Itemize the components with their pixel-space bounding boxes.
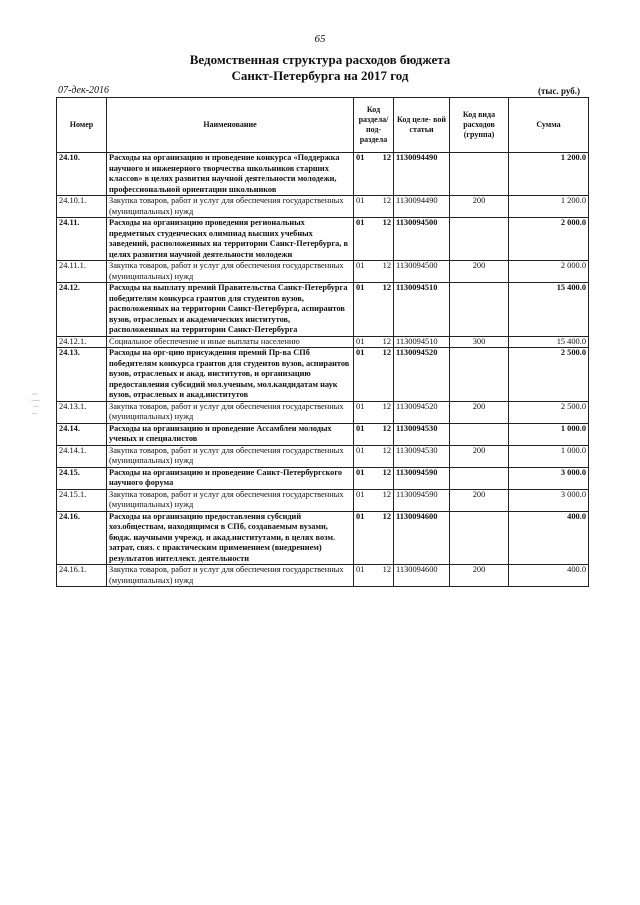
row-sum: 2 500.0 xyxy=(509,401,589,423)
row-target-code: 1130094600 xyxy=(394,565,450,587)
subsection-code: 12 xyxy=(382,283,391,292)
table-row xyxy=(57,467,589,489)
row-section-code xyxy=(354,511,394,565)
table-body xyxy=(57,153,589,587)
row-target-code: 1130094600 xyxy=(394,511,450,565)
row-expense-type: 200 xyxy=(450,565,509,587)
table-row xyxy=(57,445,589,467)
row-number: 24.12.1. xyxy=(57,336,107,348)
header-sum: Сумма xyxy=(509,98,589,153)
budget-table xyxy=(56,97,589,587)
row-name: Закупка товаров, работ и услуг для обеспечения государственных (муниципальных) нужд xyxy=(107,565,354,587)
table-row xyxy=(57,336,589,348)
table-row xyxy=(57,511,589,565)
row-expense-type xyxy=(450,348,509,402)
document-title xyxy=(0,52,640,84)
row-section-code xyxy=(354,565,394,587)
page-number: 65 xyxy=(314,33,326,45)
row-number: 24.16. xyxy=(57,511,107,565)
row-sum: 15 400.0 xyxy=(509,336,589,348)
table-row xyxy=(57,283,589,337)
row-target-code: 1130094590 xyxy=(394,489,450,511)
row-name: Закупка товаров, работ и услуг для обеспечения государственных (муниципальных) нужд xyxy=(107,445,354,467)
row-sum: 3 000.0 xyxy=(509,489,589,511)
row-sum: 1 000.0 xyxy=(509,423,589,445)
row-number: 24.14.1. xyxy=(57,445,107,467)
row-name: Закупка товаров, работ и услуг для обеспечения государственных (муниципальных) нужд xyxy=(107,196,354,218)
header-target: Код целе- вой статьи xyxy=(394,98,450,153)
row-target-code: 1130094490 xyxy=(394,153,450,196)
subsection-code: 12 xyxy=(382,348,391,357)
row-section-code xyxy=(354,401,394,423)
subsection-code: 12 xyxy=(382,401,391,411)
row-expense-type: 200 xyxy=(450,401,509,423)
row-section-code xyxy=(354,336,394,348)
row-target-code: 1130094500 xyxy=(394,218,450,261)
subsection-code: 12 xyxy=(382,218,391,227)
section-code: 01 xyxy=(356,467,365,477)
row-number: 24.12. xyxy=(57,283,107,337)
row-section-code xyxy=(354,261,394,283)
row-expense-type xyxy=(450,511,509,565)
row-target-code: 1130094510 xyxy=(394,283,450,337)
section-code: 01 xyxy=(356,445,365,455)
row-sum: 2 500.0 xyxy=(509,348,589,402)
row-number: 24.13.1. xyxy=(57,401,107,423)
row-name: Закупка товаров, работ и услуг для обеспечения государственных (муниципальных) нужд xyxy=(107,401,354,423)
row-expense-type: 200 xyxy=(450,445,509,467)
row-number: 24.15. xyxy=(57,467,107,489)
table-row xyxy=(57,565,589,587)
section-code: 01 xyxy=(356,196,365,205)
section-code: 01 xyxy=(356,153,365,162)
row-name: Расходы на организацию предоставления субсидий хоз.обществам, находящимся в СПб, создаваемым вузами, бюдж. научными учрежд. и акад.институтами, в целях возм. затрат, связ. с практическим применением (внедрением) результатов интеллект. деятельности xyxy=(107,511,354,565)
section-code: 01 xyxy=(356,423,365,433)
row-expense-type xyxy=(450,153,509,196)
row-number: 24.11.1. xyxy=(57,261,107,283)
title-line-1: Ведомственная структура расходов бюджета xyxy=(189,52,451,67)
subsection-code: 12 xyxy=(382,336,391,346)
row-sum: 1 000.0 xyxy=(509,445,589,467)
section-code: 01 xyxy=(356,401,365,411)
subsection-code: 12 xyxy=(382,489,391,499)
row-sum: 3 000.0 xyxy=(509,467,589,489)
row-sum: 2 000.0 xyxy=(509,218,589,261)
table-row xyxy=(57,218,589,261)
table-row xyxy=(57,489,589,511)
table-row xyxy=(57,196,589,218)
row-target-code: 1130094520 xyxy=(394,401,450,423)
document-date: 07-дек-2016 xyxy=(58,85,109,96)
subsection-code: 12 xyxy=(382,261,391,270)
subsection-code: 12 xyxy=(382,467,391,477)
row-sum: 1 200.0 xyxy=(509,196,589,218)
row-sum: 400.0 xyxy=(509,511,589,565)
row-name: Расходы на организацию и проведение конкурса «Поддержка научного и инженерного творчества школьников старших классов» в целях развития научной деятельности молодежи, профессиональной ориентации школьников xyxy=(107,153,354,196)
row-expense-type xyxy=(450,467,509,489)
subsection-code: 12 xyxy=(382,565,391,574)
section-code: 01 xyxy=(356,283,365,292)
subsection-code: 12 xyxy=(382,445,391,455)
section-code: 01 xyxy=(356,565,365,574)
row-number: 24.15.1. xyxy=(57,489,107,511)
subsection-code: 12 xyxy=(382,511,391,521)
row-target-code: 1130094590 xyxy=(394,467,450,489)
row-section-code xyxy=(354,348,394,402)
row-expense-type: 300 xyxy=(450,336,509,348)
row-sum: 400.0 xyxy=(509,565,589,587)
row-section-code xyxy=(354,489,394,511)
row-expense-type xyxy=(450,423,509,445)
title-line-2: Санкт-Петербурга на 2017 год xyxy=(231,68,409,83)
header-expense-type: Код вида расходов (группа) xyxy=(450,98,509,153)
section-code: 01 xyxy=(356,218,365,227)
table-header-row xyxy=(57,98,589,153)
subsection-code: 12 xyxy=(382,153,391,162)
row-target-code: 1130094510 xyxy=(394,336,450,348)
row-number: 24.13. xyxy=(57,348,107,402)
row-name: Расходы на орг-цию присуждения премий Пр-ва СПб победителям конкурса грантов для студентов вузов, аспирантов вузов, отраслевых и акад. институтов, и организацию предоставления субсидий мол.ученым, мол.кандидатам наук вузов, отраслевых и акад.институтов xyxy=(107,348,354,402)
header-number: Номер xyxy=(57,98,107,153)
row-name: Закупка товаров, работ и услуг для обеспечения государственных (муниципальных) нужд xyxy=(107,261,354,283)
row-sum: 1 200.0 xyxy=(509,153,589,196)
table-row xyxy=(57,423,589,445)
table-row xyxy=(57,153,589,196)
section-code: 01 xyxy=(356,336,365,346)
row-target-code: 1130094520 xyxy=(394,348,450,402)
section-code: 01 xyxy=(356,511,365,521)
row-target-code: 1130094490 xyxy=(394,196,450,218)
row-section-code xyxy=(354,218,394,261)
row-sum: 15 400.0 xyxy=(509,283,589,337)
row-expense-type: 200 xyxy=(450,489,509,511)
table-row xyxy=(57,261,589,283)
row-target-code: 1130094530 xyxy=(394,445,450,467)
row-number: 24.16.1. xyxy=(57,565,107,587)
row-name: Расходы на организацию и проведение Ассамблеи молодых ученых и специалистов xyxy=(107,423,354,445)
row-target-code: 1130094500 xyxy=(394,261,450,283)
header-name: Наименование xyxy=(107,98,354,153)
row-expense-type: 200 xyxy=(450,261,509,283)
row-name: Расходы на выплату премий Правительства Санкт-Петербурга победителям конкурса грантов для студентов вузов, расположенных на территории Санкт-Петербурга, аспирантов вузов, отраслевых и академических институтов, расположенных на территории Санкт-Петербурга xyxy=(107,283,354,337)
row-expense-type: 200 xyxy=(450,196,509,218)
row-expense-type xyxy=(450,218,509,261)
section-code: 01 xyxy=(356,348,365,357)
row-section-code xyxy=(354,467,394,489)
row-section-code xyxy=(354,283,394,337)
row-section-code xyxy=(354,153,394,196)
units-label: (тыс. руб.) xyxy=(538,86,580,96)
row-number: 24.10.1. xyxy=(57,196,107,218)
row-section-code xyxy=(354,196,394,218)
row-target-code: 1130094530 xyxy=(394,423,450,445)
row-section-code xyxy=(354,423,394,445)
subsection-code: 12 xyxy=(382,423,391,433)
row-sum: 2 000.0 xyxy=(509,261,589,283)
row-name: Расходы на организацию и проведение Санкт-Петербургского научного форума xyxy=(107,467,354,489)
header-section: Код раздела/ под- раздела xyxy=(354,98,394,153)
row-number: 24.11. xyxy=(57,218,107,261)
row-name: Закупка товаров, работ и услуг для обеспечения государственных (муниципальных) нужд xyxy=(107,489,354,511)
row-section-code xyxy=(354,445,394,467)
subsection-code: 12 xyxy=(382,196,391,205)
table-row xyxy=(57,348,589,402)
row-name: Социальное обеспечение и иные выплаты населению xyxy=(107,336,354,348)
scan-artifact xyxy=(30,390,42,420)
row-expense-type xyxy=(450,283,509,337)
row-name: Расходы на организацию проведения региональных предметных студенческих олимпиад высших учебных заведений, расположенных на территории Санкт-Петербурга, в целях развития научной деятельности молодежи xyxy=(107,218,354,261)
row-number: 24.10. xyxy=(57,153,107,196)
section-code: 01 xyxy=(356,489,365,499)
table-row xyxy=(57,401,589,423)
row-number: 24.14. xyxy=(57,423,107,445)
section-code: 01 xyxy=(356,261,365,270)
